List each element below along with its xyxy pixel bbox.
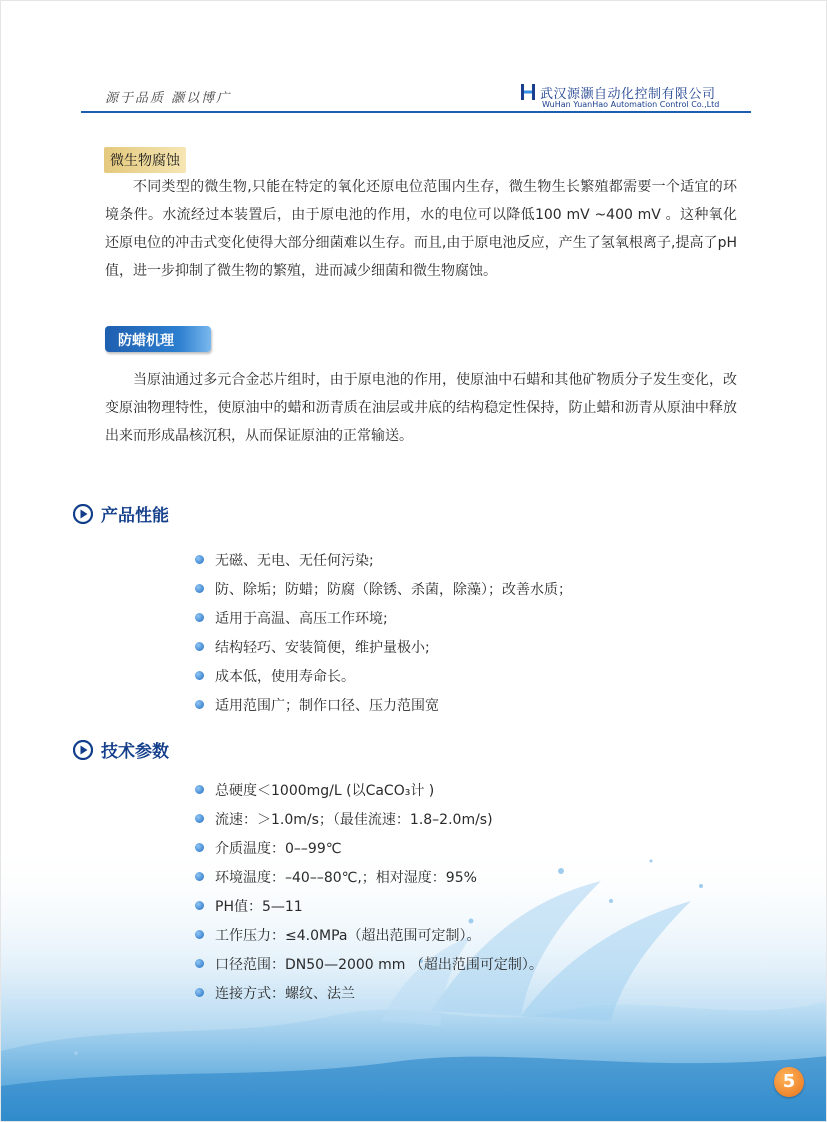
- list-item: 介质温度：0––99℃: [195, 833, 543, 862]
- blue-dot-icon: [195, 642, 204, 651]
- blue-dot-icon: [195, 901, 204, 910]
- list-item: 适用于高温、高压工作环境;: [195, 603, 572, 632]
- brand-slogan: 源于品质 灏以博广: [105, 91, 232, 106]
- list-item: PH值：5—11: [195, 891, 543, 920]
- section-tag-wax: 防蜡机理: [105, 326, 211, 352]
- specs-heading: [73, 737, 169, 762]
- list-item: 适用范围广；制作口径、压力范围宽: [195, 690, 572, 719]
- specs-list: [195, 775, 543, 1007]
- specs-title: 技术参数: [101, 742, 169, 762]
- list-item: 工作压力：≤4.0MPa（超出范围可定制）。: [195, 920, 543, 949]
- wax-paragraph: 当原油通过多元合金芯片组时，由于原电池的作用，使原油中石蜡和其他矿物质分子发生变化，改变原油物理特性，使原油中的蜡和沥青质在油层或井底的结构稳定性保持，防止蜡和沥青从原油中释放出来而形成晶核沉积，从而保证原油的正常输送。: [105, 372, 737, 444]
- blue-dot-icon: [195, 700, 204, 709]
- blue-dot-icon: [195, 872, 204, 881]
- company-logo-icon: [520, 83, 536, 101]
- microbe-paragraph: 不同类型的微生物,只能在特定的氧化还原电位范围内生存，微生物生长繁殖都需要一个适宜的环境条件。水流经过本装置后，由于原电池的作用，水的电位可以降低100 mV ~400 mV 。这种氧化还原电位的冲击式变化使得大部分细菌难以生存。而且,由于原电池反应，产生了氢氧根离子,提高了pH值，进一步抑制了微生物的繁殖，进而减少细菌和微生物腐蚀。: [105, 179, 737, 279]
- list-item: 口径范围：DN50—2000 mm （超出范围可定制）。: [195, 949, 543, 978]
- play-circle-icon: [73, 504, 93, 524]
- header-divider: [81, 111, 751, 113]
- blue-dot-icon: [195, 959, 204, 968]
- list-item: 防、除垢；防蜡；防腐（除锈、杀菌，除藻）；改善水质；: [195, 574, 572, 603]
- blue-dot-icon: [195, 584, 204, 593]
- blue-dot-icon: [195, 930, 204, 939]
- performance-list: [195, 545, 572, 719]
- blue-dot-icon: [195, 988, 204, 997]
- blue-dot-icon: [195, 671, 204, 680]
- list-item: 成本低，使用寿命长。: [195, 661, 572, 690]
- company-name-cn: 武汉源灏自动化控制有限公司: [540, 87, 716, 102]
- blue-dot-icon: [195, 814, 204, 823]
- list-item: 环境温度：–40––80℃,；相对湿度：95%: [195, 862, 543, 891]
- list-item: 无磁、无电、无任何污染;: [195, 545, 572, 574]
- blue-dot-icon: [195, 785, 204, 794]
- blue-dot-icon: [195, 843, 204, 852]
- blue-dot-icon: [195, 555, 204, 564]
- play-circle-icon: [73, 740, 93, 760]
- list-item: 总硬度＜1000mg/L (以CaCO₃计 ): [195, 775, 543, 804]
- list-item: 连接方式：螺纹、法兰: [195, 978, 543, 1007]
- list-item: 流速：＞1.0m/s；（最佳流速：1.8–2.0m/s): [195, 804, 543, 833]
- list-item: 结构轻巧、安装简便，维护量极小;: [195, 632, 572, 661]
- performance-title: 产品性能: [101, 506, 169, 526]
- blue-dot-icon: [195, 613, 204, 622]
- section-tag-microbe: 微生物腐蚀: [104, 147, 186, 173]
- company-name-en: WuHan YuanHao Automation Control Co.,Ltd: [542, 100, 720, 109]
- performance-heading: [73, 501, 169, 526]
- page-number: 5: [774, 1067, 804, 1097]
